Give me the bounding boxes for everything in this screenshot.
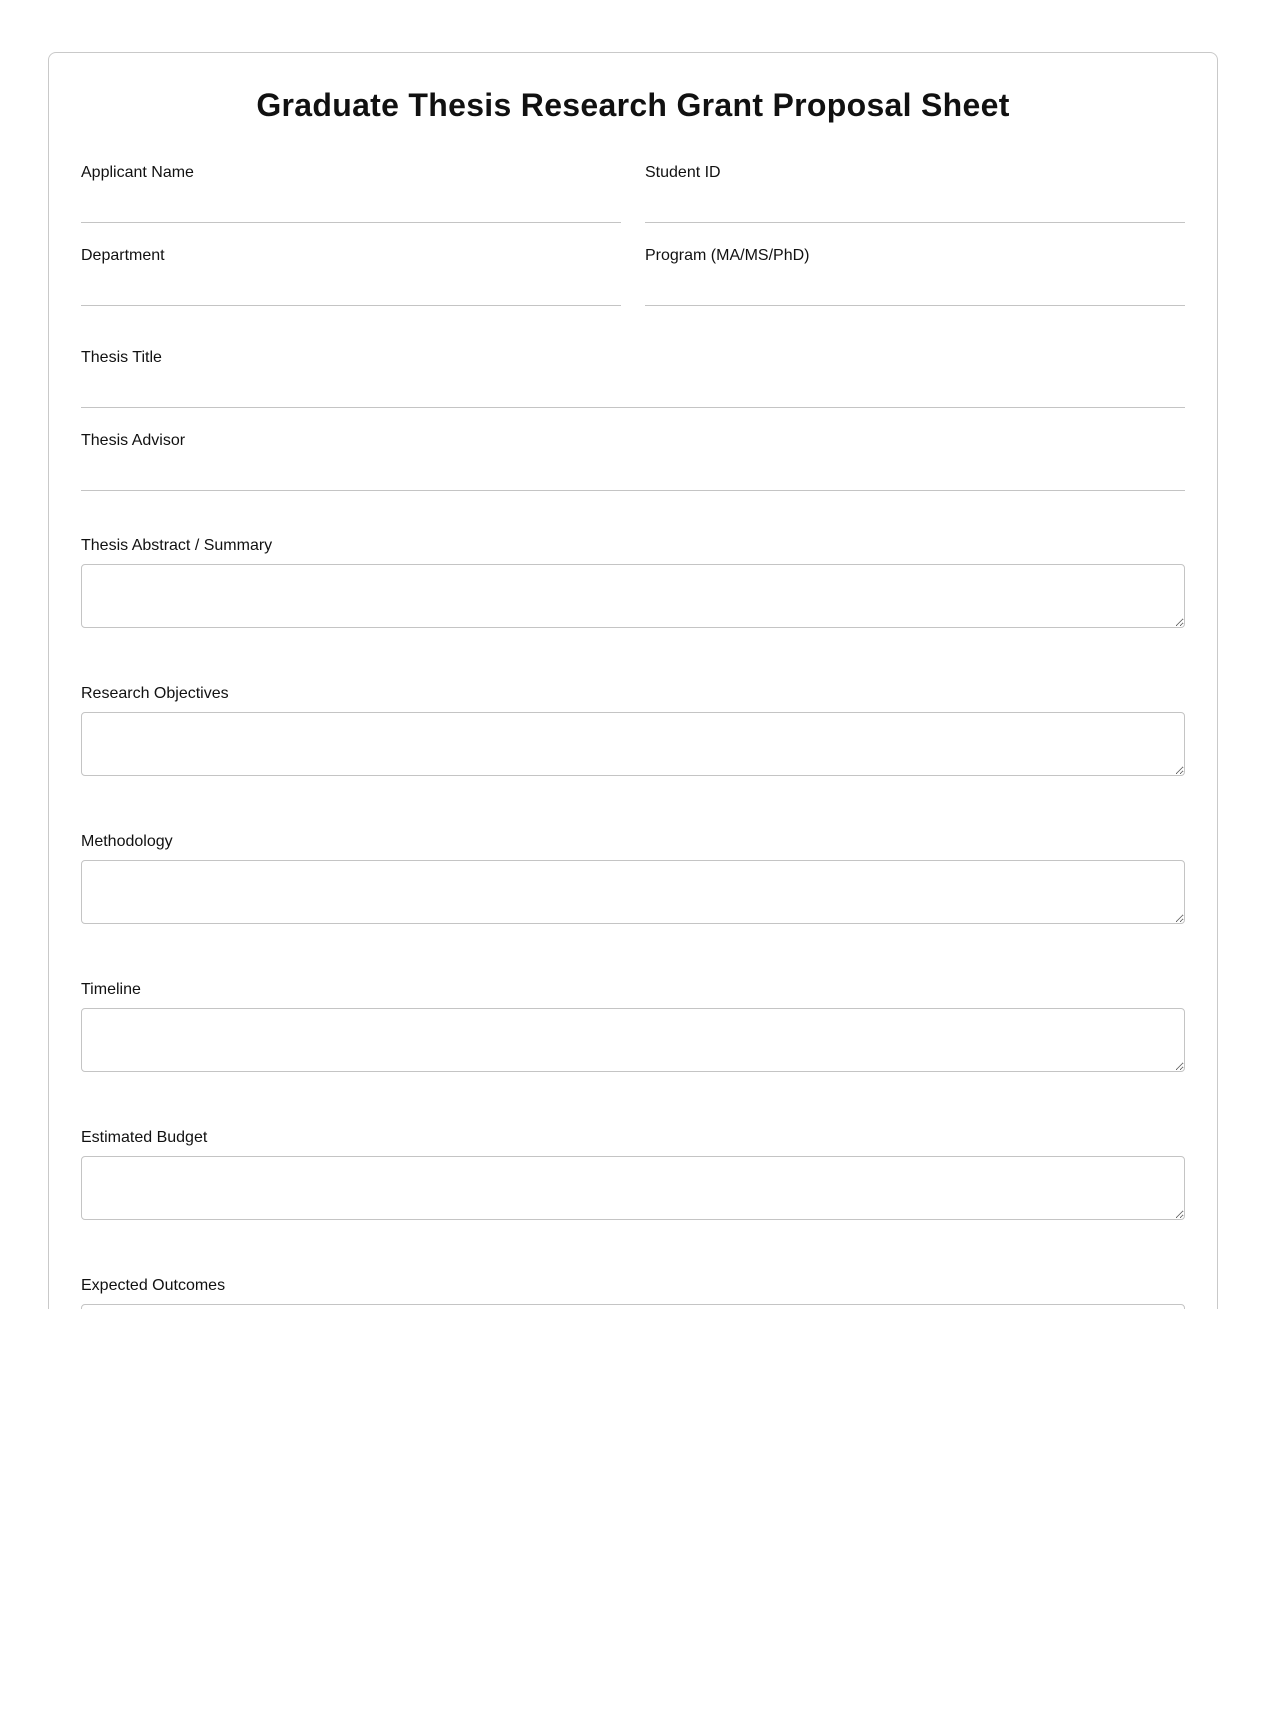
outcomes-textarea[interactable]	[81, 1304, 1185, 1309]
abstract-section	[81, 536, 1185, 628]
abstract-textarea[interactable]	[81, 564, 1185, 628]
student-id-input[interactable]	[645, 193, 1185, 223]
budget-section	[81, 1128, 1185, 1220]
timeline-label: Timeline	[81, 981, 141, 998]
methodology-textarea[interactable]	[81, 860, 1185, 924]
abstract-label: Thesis Abstract / Summary	[81, 537, 273, 554]
program-label: Program (MA/MS/PhD)	[645, 247, 810, 264]
department-input[interactable]	[81, 276, 621, 306]
name-id-row	[81, 163, 1185, 223]
applicant-name-input[interactable]	[81, 193, 621, 223]
thesis-title-field	[81, 348, 1185, 408]
outcomes-section	[81, 1276, 1185, 1309]
proposal-form	[48, 52, 1218, 1309]
form-title: Graduate Thesis Research Grant Proposal Sheet	[256, 87, 1010, 123]
thesis-advisor-label: Thesis Advisor	[81, 432, 186, 449]
methodology-label: Methodology	[81, 833, 173, 850]
department-program-row	[81, 246, 1185, 306]
budget-textarea[interactable]	[81, 1156, 1185, 1220]
student-id-label: Student ID	[645, 164, 721, 181]
timeline-section	[81, 980, 1185, 1072]
program-field	[645, 246, 1185, 306]
form-viewport	[48, 52, 1218, 1309]
department-label: Department	[81, 247, 165, 264]
thesis-advisor-input[interactable]	[81, 461, 1185, 491]
objectives-section	[81, 684, 1185, 776]
thesis-title-label: Thesis Title	[81, 349, 162, 366]
applicant-name-label: Applicant Name	[81, 164, 194, 181]
thesis-advisor-field	[81, 431, 1185, 491]
program-input[interactable]	[645, 276, 1185, 306]
department-field	[81, 246, 621, 306]
objectives-label: Research Objectives	[81, 685, 229, 702]
methodology-section	[81, 832, 1185, 924]
objectives-textarea[interactable]	[81, 712, 1185, 776]
thesis-title-input[interactable]	[81, 378, 1185, 408]
budget-label: Estimated Budget	[81, 1129, 208, 1146]
outcomes-label: Expected Outcomes	[81, 1277, 226, 1294]
student-id-field	[645, 163, 1185, 223]
timeline-textarea[interactable]	[81, 1008, 1185, 1072]
applicant-name-field	[81, 163, 621, 223]
